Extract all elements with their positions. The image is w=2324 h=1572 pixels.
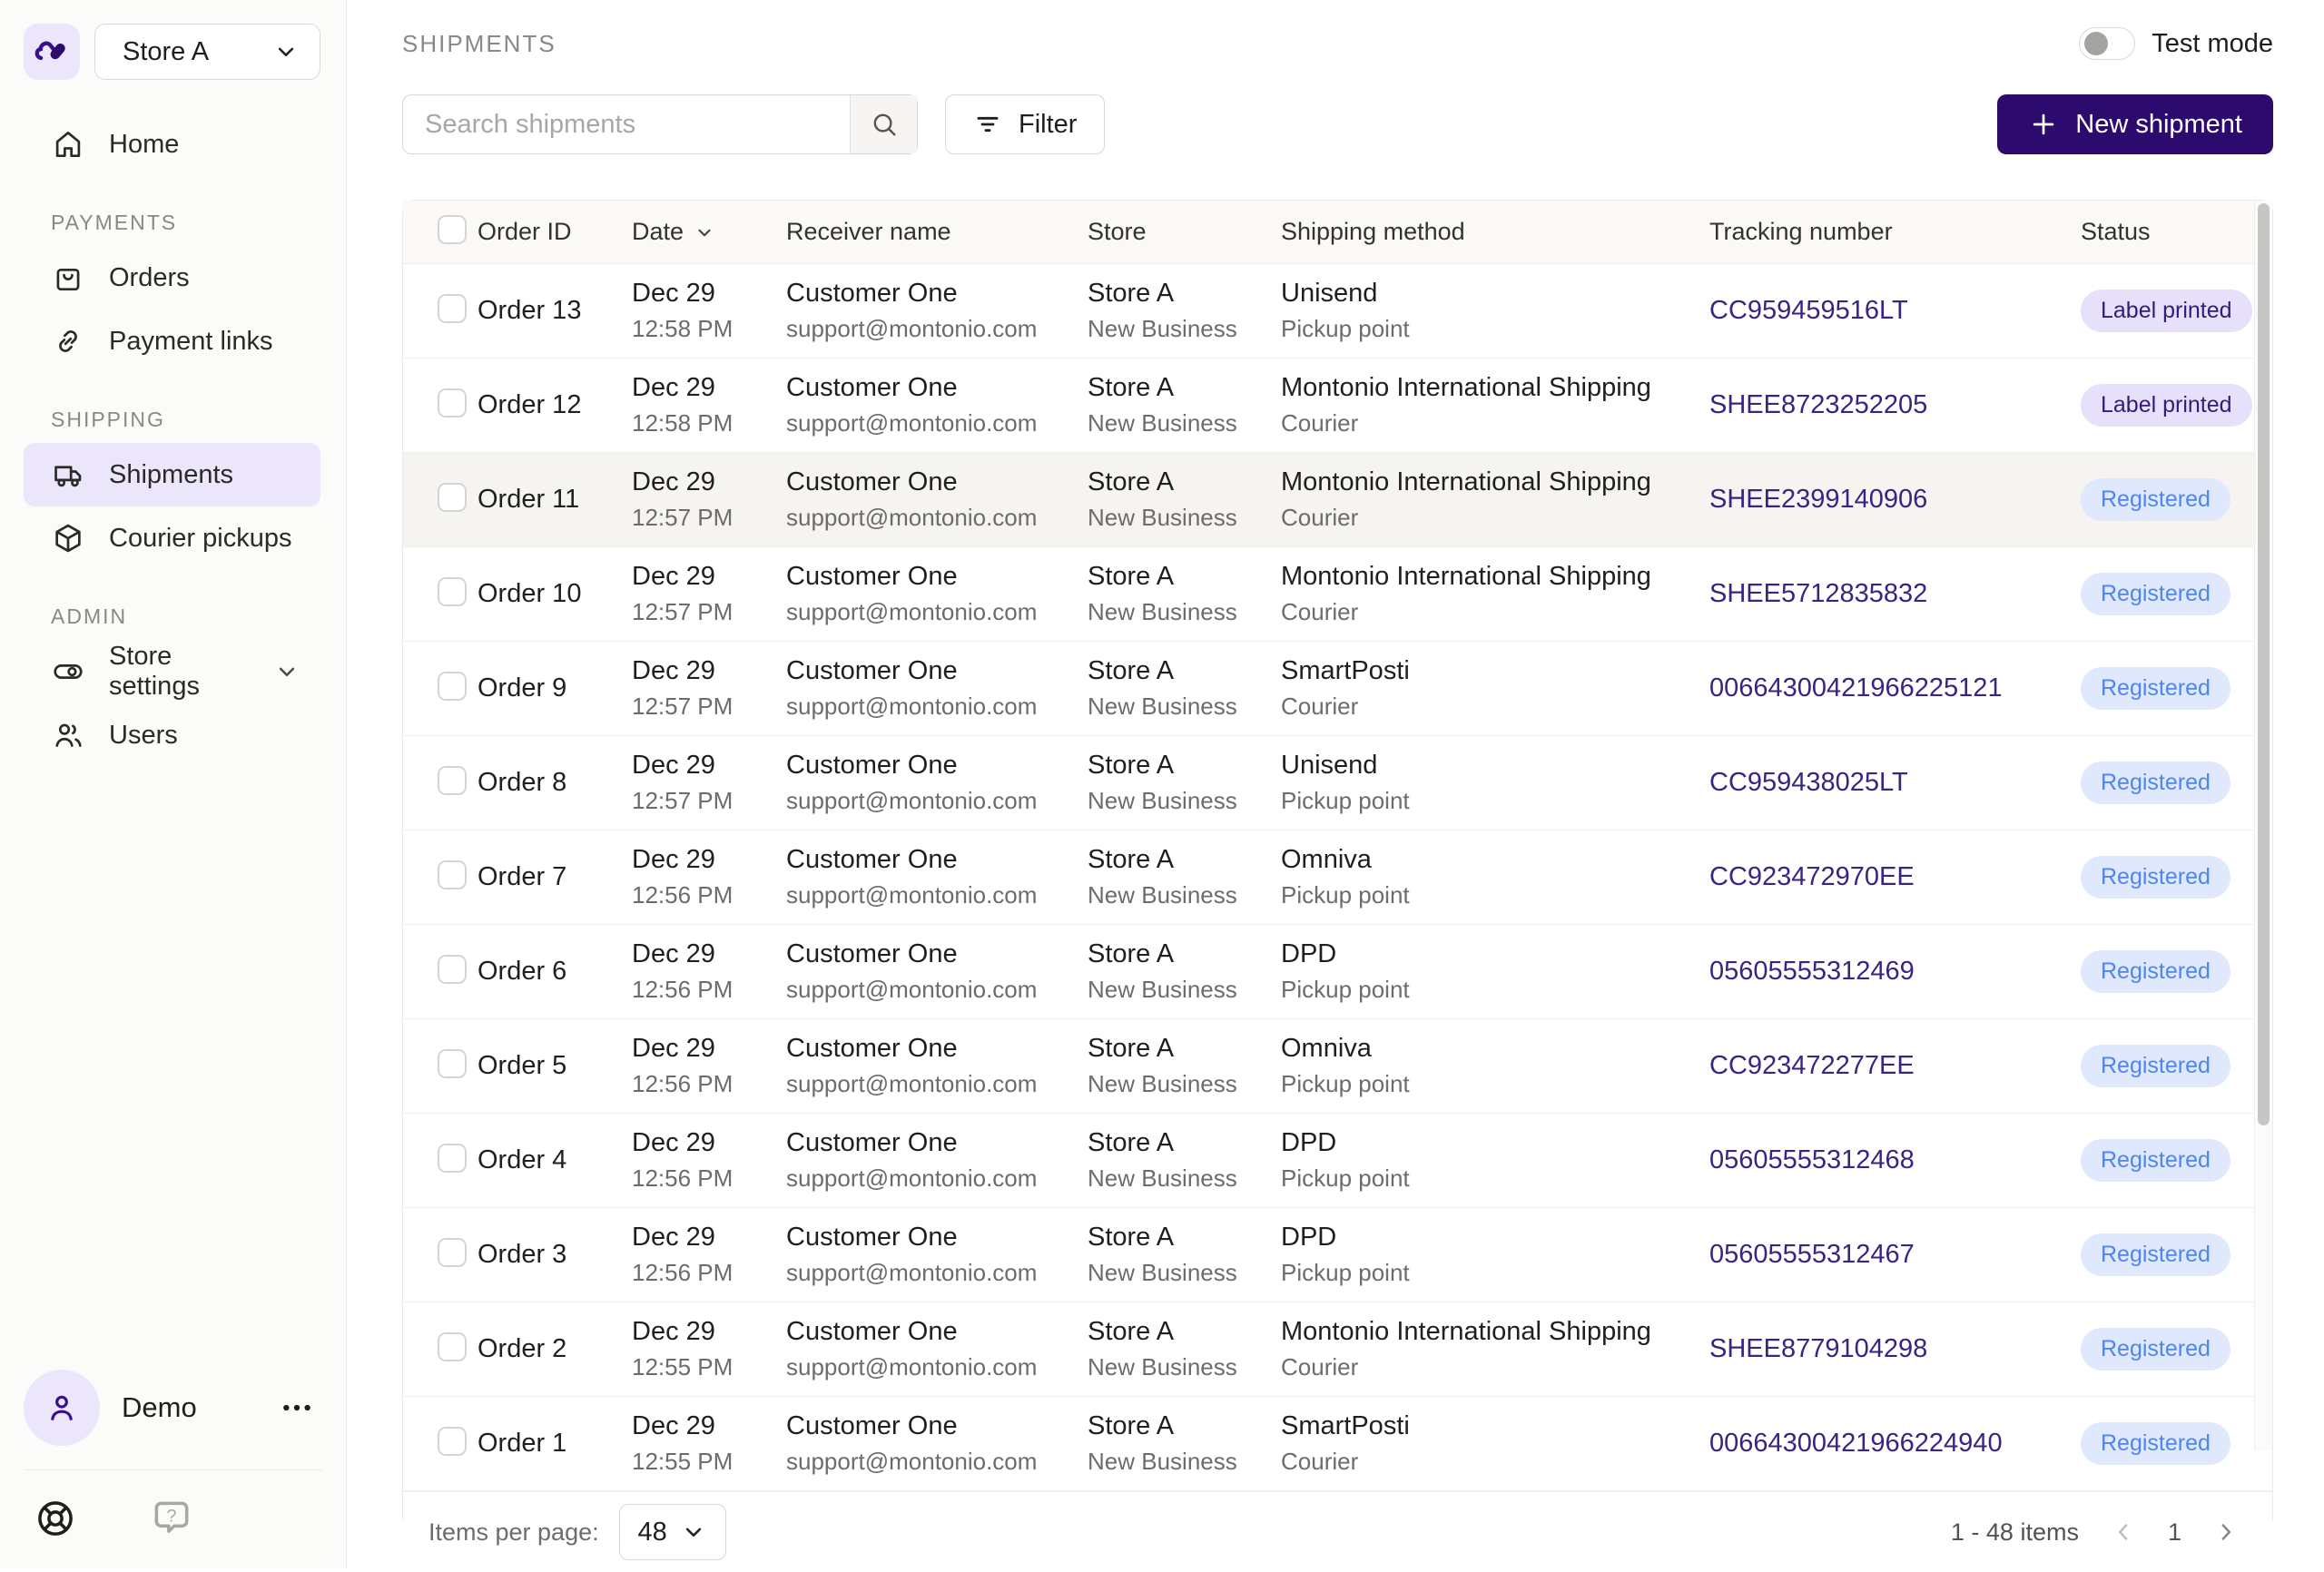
order-id-cell: Order 7 xyxy=(478,862,567,892)
order-id-cell: Order 8 xyxy=(478,768,567,798)
store-cell: Store A New Business xyxy=(1088,1223,1237,1286)
receiver-cell: Customer One support@montonio.com xyxy=(786,279,1038,342)
store-cell: Store A New Business xyxy=(1088,845,1237,909)
status-badge: Registered xyxy=(2081,1422,2230,1465)
tracking-number-link[interactable]: SHEE8779104298 xyxy=(1709,1334,1928,1363)
tracking-number-link[interactable]: CC959459516LT xyxy=(1709,296,1908,325)
section-label-admin: ADMIN xyxy=(51,604,128,628)
store-cell: Store A New Business xyxy=(1088,562,1237,625)
receiver-cell: Customer One support@montonio.com xyxy=(786,1128,1038,1192)
table-row[interactable] xyxy=(403,1114,2272,1208)
order-id-cell: Order 4 xyxy=(478,1145,567,1175)
sidebar-item-home[interactable] xyxy=(24,113,320,176)
status-badge: Registered xyxy=(2081,856,2230,899)
date-cell: Dec 29 12:57 PM xyxy=(632,467,734,531)
package-icon xyxy=(51,521,85,555)
row-checkbox[interactable] xyxy=(438,1144,467,1173)
table-row[interactable] xyxy=(403,359,2272,453)
row-checkbox[interactable] xyxy=(438,1427,467,1456)
table-row[interactable] xyxy=(403,1397,2272,1491)
tracking-number-link[interactable]: 05605555312468 xyxy=(1709,1145,1915,1174)
column-header-receiver: Receiver name xyxy=(786,218,951,245)
tracking-number-link[interactable]: SHEE5712835832 xyxy=(1709,579,1928,608)
person-icon xyxy=(44,1390,80,1426)
order-id-cell: Order 11 xyxy=(478,485,580,515)
previous-page-button[interactable] xyxy=(2110,1518,2137,1546)
date-cell: Dec 29 12:56 PM xyxy=(632,845,734,909)
column-header-method: Shipping method xyxy=(1281,218,1465,245)
store-cell: Store A New Business xyxy=(1088,1034,1237,1097)
date-cell: Dec 29 12:56 PM xyxy=(632,1128,734,1192)
link-icon xyxy=(51,324,85,359)
user-options-button[interactable] xyxy=(279,1390,315,1426)
table-row[interactable] xyxy=(403,642,2272,736)
section-label-shipping: SHIPPING xyxy=(51,408,165,431)
help-bubble-icon xyxy=(149,1496,194,1541)
sidebar-item-users[interactable] xyxy=(24,703,320,767)
method-cell: SmartPosti Courier xyxy=(1281,1411,1410,1475)
order-id-cell: Order 1 xyxy=(478,1429,567,1459)
chevron-down-icon xyxy=(680,1518,707,1546)
table-row[interactable] xyxy=(403,547,2272,642)
store-cell: Store A New Business xyxy=(1088,373,1237,437)
test-mode-label: Test mode xyxy=(2152,28,2273,58)
dots-horizontal-icon xyxy=(279,1390,315,1426)
row-checkbox[interactable] xyxy=(438,577,467,606)
store-cell: Store A New Business xyxy=(1088,467,1237,531)
column-header-order-id: Order ID xyxy=(478,218,572,245)
sidebar-item-label: Users xyxy=(109,720,178,750)
sidebar-item-label: Store settings xyxy=(109,642,200,701)
method-cell: Montonio International Shipping Courier xyxy=(1281,467,1651,531)
svg-text:?: ? xyxy=(166,1506,177,1527)
status-badge: Label printed xyxy=(2081,290,2252,332)
sidebar-nav xyxy=(0,80,346,767)
chevron-down-icon xyxy=(273,658,300,685)
receiver-cell: Customer One support@montonio.com xyxy=(786,1317,1038,1380)
main-content xyxy=(347,0,2324,1568)
status-badge: Registered xyxy=(2081,761,2230,804)
date-cell: Dec 29 12:58 PM xyxy=(632,373,734,437)
plus-icon xyxy=(2028,109,2059,140)
row-checkbox[interactable] xyxy=(438,672,467,701)
status-badge: Registered xyxy=(2081,667,2230,710)
method-cell: Omniva Pickup point xyxy=(1281,1034,1410,1097)
toggle-icon xyxy=(51,654,85,689)
method-cell: DPD Pickup point xyxy=(1281,1128,1410,1192)
method-cell: Montonio International Shipping Courier xyxy=(1281,373,1651,437)
sidebar-item-label: Shipments xyxy=(109,459,234,489)
date-cell: Dec 29 12:57 PM xyxy=(632,656,734,720)
row-checkbox[interactable] xyxy=(438,1049,467,1078)
receiver-cell: Customer One support@montonio.com xyxy=(786,1411,1038,1475)
table-row[interactable] xyxy=(403,925,2272,1019)
order-id-cell: Order 13 xyxy=(478,296,582,326)
method-cell: DPD Pickup point xyxy=(1281,1223,1410,1286)
store-cell: Store A New Business xyxy=(1088,656,1237,720)
help-button[interactable] xyxy=(149,1496,194,1541)
support-button[interactable] xyxy=(33,1496,78,1541)
montonio-logo xyxy=(24,24,80,80)
sidebar-item-store-settings[interactable] xyxy=(24,640,320,703)
items-per-page-value: 48 xyxy=(637,1517,667,1547)
column-header-store: Store xyxy=(1088,218,1147,245)
row-checkbox[interactable] xyxy=(438,294,467,323)
date-cell: Dec 29 12:57 PM xyxy=(632,751,734,814)
store-cell: Store A New Business xyxy=(1088,1317,1237,1380)
tracking-number-link[interactable]: SHEE2399140906 xyxy=(1709,485,1928,514)
sidebar xyxy=(0,0,347,1568)
status-badge: Registered xyxy=(2081,1233,2230,1276)
order-id-cell: Order 9 xyxy=(478,673,567,703)
store-cell: Store A New Business xyxy=(1088,1128,1237,1192)
receiver-cell: Customer One support@montonio.com xyxy=(786,845,1038,909)
search-button[interactable] xyxy=(850,95,917,153)
date-cell: Dec 29 12:56 PM xyxy=(632,939,734,1003)
order-id-cell: Order 6 xyxy=(478,957,567,987)
method-cell: SmartPosti Courier xyxy=(1281,656,1410,720)
table-row[interactable] xyxy=(403,736,2272,830)
table-row[interactable] xyxy=(403,453,2272,547)
row-checkbox[interactable] xyxy=(438,1332,467,1361)
order-id-cell: Order 10 xyxy=(478,579,582,609)
receiver-cell: Customer One support@montonio.com xyxy=(786,939,1038,1003)
date-cell: Dec 29 12:58 PM xyxy=(632,279,734,342)
sidebar-item-label: Courier pickups xyxy=(109,523,292,553)
next-page-button[interactable] xyxy=(2212,1518,2240,1546)
search-input[interactable] xyxy=(403,95,850,153)
table-row[interactable] xyxy=(403,1302,2272,1397)
receiver-cell: Customer One support@montonio.com xyxy=(786,751,1038,814)
tracking-number-link[interactable]: CC959438025LT xyxy=(1709,768,1908,797)
sidebar-item-shipments[interactable] xyxy=(24,443,320,506)
new-shipment-button[interactable] xyxy=(1997,94,2273,154)
method-cell: Unisend Pickup point xyxy=(1281,751,1410,814)
row-checkbox[interactable] xyxy=(438,1238,467,1267)
order-id-cell: Order 5 xyxy=(478,1051,567,1081)
status-badge: Registered xyxy=(2081,1139,2230,1182)
sidebar-item-courier-pickups[interactable] xyxy=(24,506,320,570)
sidebar-item-payment-links[interactable] xyxy=(24,309,320,373)
sidebar-item-label: Payment links xyxy=(109,326,273,356)
new-shipment-label: New shipment xyxy=(2075,109,2242,139)
test-mode-toggle[interactable] xyxy=(2079,27,2273,60)
sidebar-item-label: Home xyxy=(109,129,180,159)
lifebuoy-icon xyxy=(33,1496,78,1541)
tracking-number-link[interactable]: 00664300421966225121 xyxy=(1709,673,2003,702)
chevron-left-icon xyxy=(2110,1518,2137,1546)
order-id-cell: Order 2 xyxy=(478,1334,567,1364)
tracking-number-link[interactable]: 05605555312467 xyxy=(1709,1240,1915,1269)
tracking-number-link[interactable]: SHEE8723252205 xyxy=(1709,390,1928,419)
scrollbar-thumb[interactable] xyxy=(2258,203,2270,1125)
method-cell: Unisend Pickup point xyxy=(1281,279,1410,342)
date-cell: Dec 29 12:55 PM xyxy=(632,1411,734,1475)
order-id-cell: Order 3 xyxy=(478,1240,567,1270)
date-cell: Dec 29 12:57 PM xyxy=(632,562,734,625)
items-per-page-label: Items per page: xyxy=(428,1518,599,1546)
store-cell: Store A New Business xyxy=(1088,751,1237,814)
sidebar-item-label: Orders xyxy=(109,262,190,292)
method-cell: Omniva Pickup point xyxy=(1281,845,1410,909)
method-cell: Montonio International Shipping Courier xyxy=(1281,562,1651,625)
montonio-logo-icon xyxy=(32,32,72,72)
filter-label: Filter xyxy=(1019,109,1078,139)
items-per-page-select[interactable] xyxy=(619,1504,726,1560)
current-page-number: 1 xyxy=(2167,1518,2181,1546)
table-header-row xyxy=(403,201,2272,264)
toggle-switch[interactable] xyxy=(2079,27,2135,60)
shopping-bag-icon xyxy=(51,260,85,295)
status-badge: Registered xyxy=(2081,950,2230,993)
select-all-checkbox[interactable] xyxy=(438,215,467,244)
tracking-number-link[interactable]: 00664300421966224940 xyxy=(1709,1429,2003,1458)
items-range-label: 1 - 48 items xyxy=(1950,1518,2079,1546)
sidebar-item-orders[interactable] xyxy=(24,246,320,309)
column-header-status: Status xyxy=(2081,218,2151,245)
filter-icon xyxy=(973,110,1002,139)
column-header-tracking: Tracking number xyxy=(1709,218,1893,245)
table-footer xyxy=(403,1491,2272,1572)
shipments-table xyxy=(402,200,2273,1547)
filter-button[interactable] xyxy=(945,94,1105,154)
receiver-cell: Customer One support@montonio.com xyxy=(786,1034,1038,1097)
receiver-cell: Customer One support@montonio.com xyxy=(786,656,1038,720)
date-cell: Dec 29 12:56 PM xyxy=(632,1223,734,1286)
users-icon xyxy=(51,718,85,752)
status-badge: Registered xyxy=(2081,1328,2230,1371)
chevron-right-icon xyxy=(2212,1518,2240,1546)
receiver-cell: Customer One support@montonio.com xyxy=(786,562,1038,625)
method-cell: Montonio International Shipping Courier xyxy=(1281,1317,1651,1380)
toggle-knob xyxy=(2084,32,2108,55)
store-selector[interactable] xyxy=(94,24,320,80)
table-body xyxy=(403,264,2272,1491)
table-row[interactable] xyxy=(403,830,2272,925)
status-badge: Registered xyxy=(2081,573,2230,615)
receiver-cell: Customer One support@montonio.com xyxy=(786,1223,1038,1286)
tracking-number-link[interactable]: CC923472277EE xyxy=(1709,1051,1915,1080)
user-name: Demo xyxy=(122,1391,197,1423)
status-badge: Registered xyxy=(2081,1045,2230,1087)
sort-chevron-down-icon xyxy=(693,221,716,244)
row-checkbox[interactable] xyxy=(438,388,467,418)
table-row[interactable] xyxy=(403,1019,2272,1114)
avatar xyxy=(24,1370,100,1446)
receiver-cell: Customer One support@montonio.com xyxy=(786,467,1038,531)
truck-icon xyxy=(51,457,85,492)
order-id-cell: Order 12 xyxy=(478,390,582,420)
tracking-number-link[interactable]: 05605555312469 xyxy=(1709,957,1915,986)
date-cell: Dec 29 12:56 PM xyxy=(632,1034,734,1097)
column-header-date[interactable]: Date xyxy=(632,218,786,246)
chevron-down-icon xyxy=(272,38,300,65)
table-scrollbar xyxy=(2254,201,2272,1450)
receiver-cell: Customer One support@montonio.com xyxy=(786,373,1038,437)
status-badge: Registered xyxy=(2081,478,2230,521)
store-cell: Store A New Business xyxy=(1088,279,1237,342)
row-checkbox[interactable] xyxy=(438,860,467,889)
page-title: SHIPMENTS xyxy=(402,29,556,57)
tracking-number-link[interactable]: CC923472970EE xyxy=(1709,862,1915,891)
store-cell: Store A New Business xyxy=(1088,939,1237,1003)
section-label-payments: PAYMENTS xyxy=(51,211,178,234)
home-icon xyxy=(51,127,85,162)
search-box xyxy=(402,94,918,154)
table-row[interactable] xyxy=(403,1208,2272,1302)
table-row[interactable] xyxy=(403,264,2272,359)
store-selector-label: Store A xyxy=(123,36,210,66)
search-icon xyxy=(869,109,900,140)
status-badge: Label printed xyxy=(2081,384,2252,427)
store-cell: Store A New Business xyxy=(1088,1411,1237,1475)
date-cell: Dec 29 12:55 PM xyxy=(632,1317,734,1380)
row-checkbox[interactable] xyxy=(438,955,467,984)
method-cell: DPD Pickup point xyxy=(1281,939,1410,1003)
row-checkbox[interactable] xyxy=(438,483,467,512)
row-checkbox[interactable] xyxy=(438,766,467,795)
user-menu[interactable] xyxy=(0,1364,346,1451)
